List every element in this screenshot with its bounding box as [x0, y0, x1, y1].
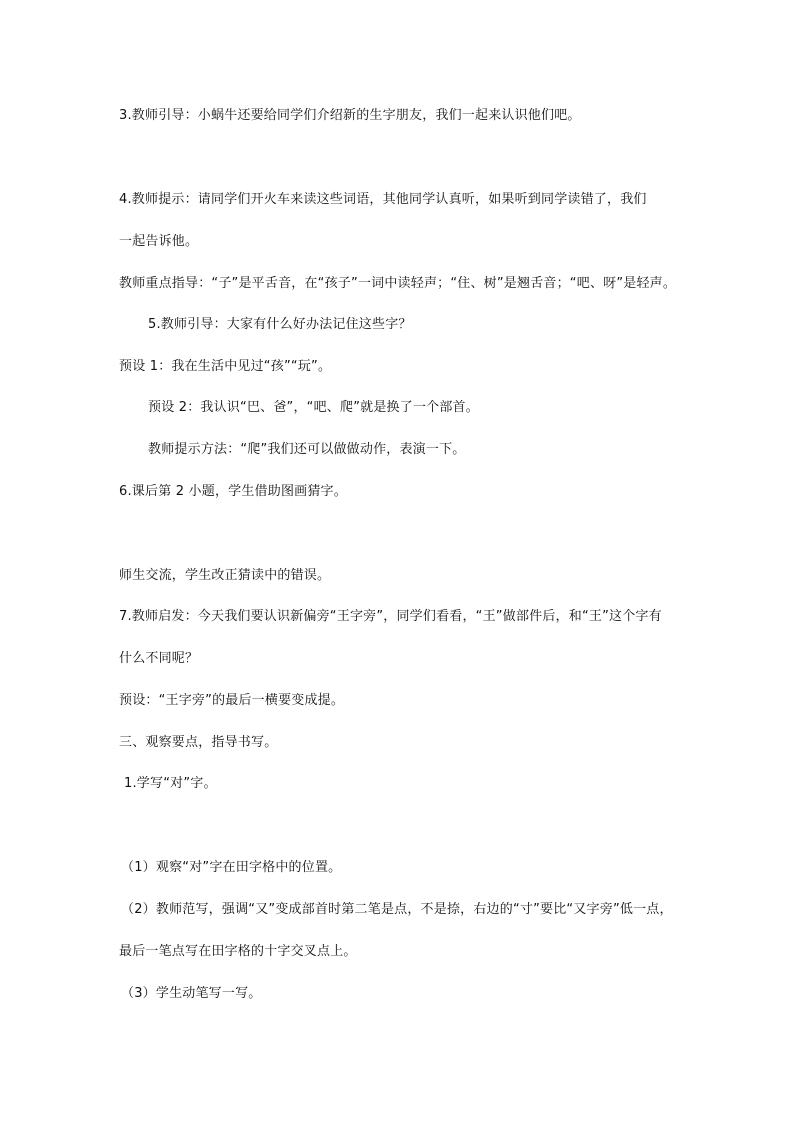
paragraph-sub-3: （3）学生动笔写一写。	[121, 986, 262, 1001]
paragraph-step-4: 4.教师提示：请同学们开火车来读这些词语，其他同学认真听，如果听到同学读错了，我们	[119, 192, 647, 207]
paragraph-sub-2: （2）教师范写，强调“又”变成部首时第二笔是点，不是捺，右边的“寸”要比“又字旁”低一点，	[121, 902, 673, 917]
paragraph-step-7-cont: 什么不同呢？	[119, 651, 199, 666]
paragraph-sub-2-cont: 最后一笔点写在田字格的十字交叉点上。	[119, 944, 357, 959]
paragraph-key-guidance: 教师重点指导：“子”是平舌音，在“孩子”一词中读轻声；“住、树”是翘舌音；“吧、呀”是轻声。	[119, 276, 677, 291]
paragraph-exchange: 师生交流，学生改正猜读中的错误。	[119, 568, 331, 583]
paragraph-step-7: 7.教师启发：今天我们要认识新偏旁“王字旁”，同学们看看，“王”做部件后，和“王”这个字有	[119, 609, 662, 624]
paragraph-teacher-method: 教师提示方法：“爬”我们还可以做做动作，表演一下。	[148, 442, 466, 457]
section-heading-3: 三、观察要点，指导书写。	[119, 735, 278, 750]
paragraph-preset-2: 预设 2：我认识“巴、爸”，“吧、爬”就是换了一个部首。	[148, 400, 479, 415]
paragraph-step-6: 6.课后第 2 小题，学生借助图画猜字。	[119, 484, 347, 499]
paragraph-sub-1: （1）观察“对”字在田字格中的位置。	[121, 860, 342, 875]
paragraph-step-4-cont: 一起告诉他。	[119, 234, 199, 249]
paragraph-preset-3: 预设：“王字旁”的最后一横要变成提。	[119, 693, 345, 708]
paragraph-write-dui: 1.学写“对”字。	[124, 776, 217, 791]
paragraph-step-5: 5.教师引导：大家有什么好办法记住这些字？	[148, 317, 412, 332]
paragraph-step-3: 3.教师引导：小蜗牛还要给同学们介绍新的生字朋友，我们一起来认识他们吧。	[119, 108, 581, 123]
paragraph-preset-1: 预设 1：我在生活中见过“孩”“玩”。	[119, 359, 332, 374]
